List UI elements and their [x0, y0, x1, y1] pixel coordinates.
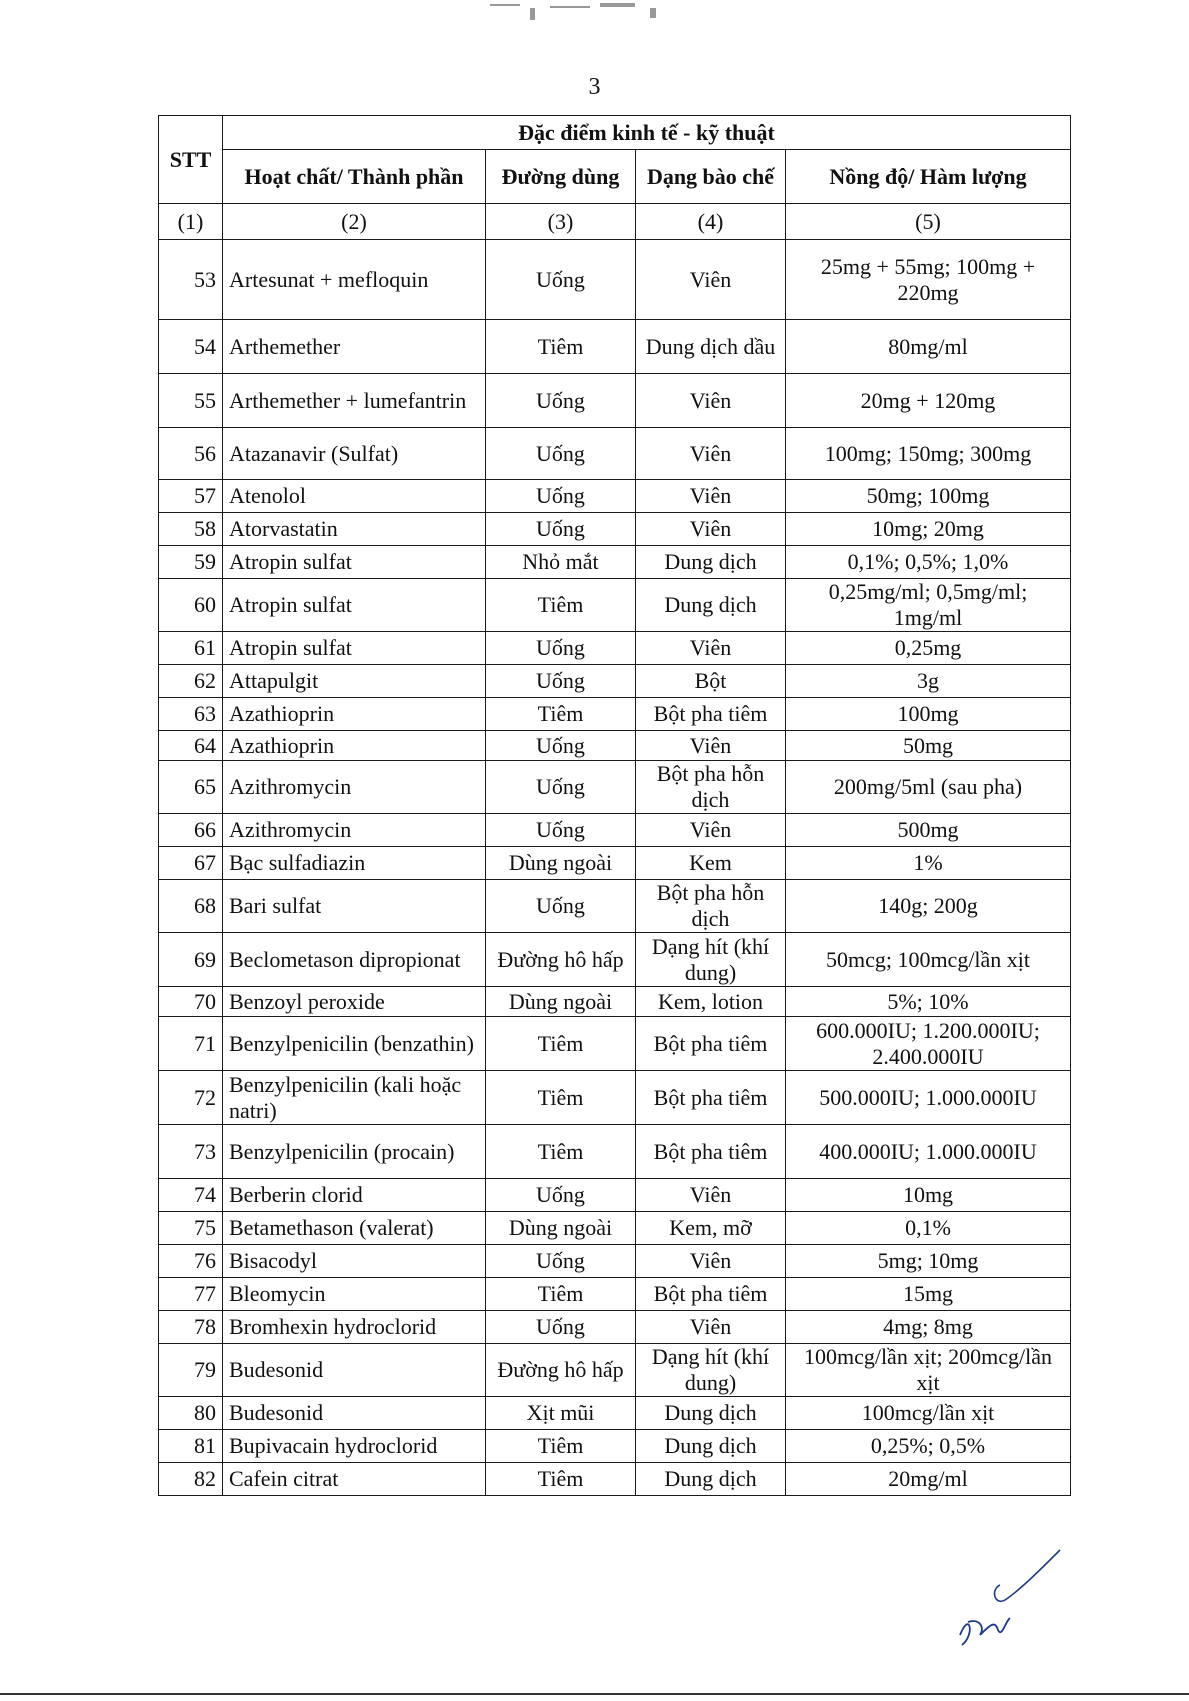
row-number-cell: 74: [159, 1179, 223, 1212]
table-row: [159, 1311, 1071, 1344]
row-number-cell: 80: [159, 1397, 223, 1430]
strength-cell: 10mg; 20mg: [786, 513, 1071, 546]
table-row: [159, 428, 1071, 480]
drug-list-table: [158, 115, 1071, 1496]
row-number-cell: 58: [159, 513, 223, 546]
active-ingredient-cell: Bleomycin: [223, 1278, 486, 1311]
strength-cell: 20mg/ml: [786, 1463, 1071, 1496]
row-number-cell: 72: [159, 1071, 223, 1125]
dosage-form-cell: Dung dịch: [636, 1463, 786, 1496]
active-ingredient-cell: Betamethason (valerat): [223, 1212, 486, 1245]
row-number-cell: 65: [159, 761, 223, 814]
row-number-cell: 71: [159, 1017, 223, 1071]
active-ingredient-cell: Atenolol: [223, 480, 486, 513]
table-row: [159, 1071, 1071, 1125]
row-number-cell: 79: [159, 1344, 223, 1397]
strength-cell: 0,25mg: [786, 632, 1071, 665]
strength-cell: 5mg; 10mg: [786, 1245, 1071, 1278]
strength-cell: 80mg/ml: [786, 320, 1071, 374]
row-number-cell: 82: [159, 1463, 223, 1496]
table-row: [159, 1179, 1071, 1212]
table-row: [159, 632, 1071, 665]
active-ingredient-cell: Azithromycin: [223, 761, 486, 814]
route-cell: Đường hô hấp: [486, 933, 636, 987]
route-cell: Đường hô hấp: [486, 1344, 636, 1397]
active-ingredient-cell: Bạc sulfadiazin: [223, 847, 486, 880]
column-number: (5): [786, 204, 1071, 240]
route-cell: Tiêm: [486, 1071, 636, 1125]
table-row: [159, 880, 1071, 933]
active-ingredient-cell: Azithromycin: [223, 814, 486, 847]
row-number-cell: 60: [159, 579, 223, 632]
row-number-cell: 54: [159, 320, 223, 374]
active-ingredient-cell: Arthemether + lumefantrin: [223, 374, 486, 428]
dosage-form-cell: Bột pha tiêm: [636, 698, 786, 731]
table-row: [159, 546, 1071, 579]
strength-cell: 3g: [786, 665, 1071, 698]
route-cell: Uống: [486, 880, 636, 933]
route-cell: Xịt mũi: [486, 1397, 636, 1430]
table-row: [159, 240, 1071, 320]
row-number-cell: 75: [159, 1212, 223, 1245]
active-ingredient-cell: Atropin sulfat: [223, 632, 486, 665]
row-number-cell: 57: [159, 480, 223, 513]
dosage-form-cell: Viên: [636, 1179, 786, 1212]
strength-cell: 25mg + 55mg; 100mg + 220mg: [786, 240, 1071, 320]
row-number-cell: 59: [159, 546, 223, 579]
active-ingredient-cell: Bupivacain hydroclorid: [223, 1430, 486, 1463]
active-ingredient-cell: Arthemether: [223, 320, 486, 374]
header-dosage-form: Dạng bào chế: [636, 150, 786, 204]
active-ingredient-cell: Azathioprin: [223, 731, 486, 761]
row-number-cell: 77: [159, 1278, 223, 1311]
route-cell: Uống: [486, 1311, 636, 1344]
dosage-form-cell: Viên: [636, 374, 786, 428]
table-row: [159, 987, 1071, 1017]
active-ingredient-cell: Atropin sulfat: [223, 579, 486, 632]
strength-cell: 200mg/5ml (sau pha): [786, 761, 1071, 814]
active-ingredient-cell: Attapulgit: [223, 665, 486, 698]
dosage-form-cell: Dung dịch: [636, 1397, 786, 1430]
active-ingredient-cell: Benzoyl peroxide: [223, 987, 486, 1017]
table-row: [159, 1397, 1071, 1430]
dosage-form-cell: Dung dịch: [636, 546, 786, 579]
route-cell: Tiêm: [486, 698, 636, 731]
active-ingredient-cell: Benzylpenicilin (kali hoặc natri): [223, 1071, 486, 1125]
row-number-cell: 73: [159, 1125, 223, 1179]
route-cell: Tiêm: [486, 1430, 636, 1463]
active-ingredient-cell: Atorvastatin: [223, 513, 486, 546]
strength-cell: 4mg; 8mg: [786, 1311, 1071, 1344]
column-number: (4): [636, 204, 786, 240]
strength-cell: 1%: [786, 847, 1071, 880]
table-row: [159, 1125, 1071, 1179]
active-ingredient-cell: Budesonid: [223, 1397, 486, 1430]
dosage-form-cell: Viên: [636, 240, 786, 320]
header-active-ingredient: Hoạt chất/ Thành phần: [223, 150, 486, 204]
group-header: Đặc điểm kinh tế - kỹ thuật: [223, 116, 1071, 150]
row-number-cell: 53: [159, 240, 223, 320]
row-number-cell: 56: [159, 428, 223, 480]
active-ingredient-cell: Beclometason dipropionat: [223, 933, 486, 987]
route-cell: Tiêm: [486, 1463, 636, 1496]
dosage-form-cell: Kem, lotion: [636, 987, 786, 1017]
active-ingredient-cell: Bisacodyl: [223, 1245, 486, 1278]
page-number: 3: [588, 74, 601, 100]
dosage-form-cell: Bột pha tiêm: [636, 1125, 786, 1179]
strength-cell: 100mg; 150mg; 300mg: [786, 428, 1071, 480]
table-row: [159, 374, 1071, 428]
active-ingredient-cell: Azathioprin: [223, 698, 486, 731]
active-ingredient-cell: Bromhexin hydroclorid: [223, 1311, 486, 1344]
table-row: [159, 731, 1071, 761]
route-cell: Uống: [486, 632, 636, 665]
route-cell: Uống: [486, 480, 636, 513]
route-cell: Uống: [486, 428, 636, 480]
route-cell: Uống: [486, 761, 636, 814]
strength-cell: 0,1%: [786, 1212, 1071, 1245]
table-row: [159, 320, 1071, 374]
dosage-form-cell: Viên: [636, 513, 786, 546]
strength-cell: 10mg: [786, 1179, 1071, 1212]
dosage-form-cell: Bột pha tiêm: [636, 1071, 786, 1125]
strength-cell: 20mg + 120mg: [786, 374, 1071, 428]
strength-cell: 50mg; 100mg: [786, 480, 1071, 513]
strength-cell: 0,1%; 0,5%; 1,0%: [786, 546, 1071, 579]
dosage-form-cell: Viên: [636, 1245, 786, 1278]
route-cell: Tiêm: [486, 1017, 636, 1071]
active-ingredient-cell: Atropin sulfat: [223, 546, 486, 579]
dosage-form-cell: Bột pha tiêm: [636, 1278, 786, 1311]
table-row: [159, 847, 1071, 880]
strength-cell: 100mg: [786, 698, 1071, 731]
row-number-cell: 66: [159, 814, 223, 847]
dosage-form-cell: Viên: [636, 428, 786, 480]
route-cell: Tiêm: [486, 1125, 636, 1179]
strength-cell: 15mg: [786, 1278, 1071, 1311]
row-number-cell: 55: [159, 374, 223, 428]
strength-cell: 600.000IU; 1.200.000IU; 2.400.000IU: [786, 1017, 1071, 1071]
table-row: [159, 1344, 1071, 1397]
header-route: Đường dùng: [486, 150, 636, 204]
table-row: [159, 480, 1071, 513]
active-ingredient-cell: Bari sulfat: [223, 880, 486, 933]
row-number-cell: 62: [159, 665, 223, 698]
dosage-form-cell: Viên: [636, 731, 786, 761]
dosage-form-cell: Bột: [636, 665, 786, 698]
strength-cell: 500mg: [786, 814, 1071, 847]
route-cell: Dùng ngoài: [486, 987, 636, 1017]
strength-cell: 100mcg/lần xịt; 200mcg/lần xịt: [786, 1344, 1071, 1397]
strength-cell: 140g; 200g: [786, 880, 1071, 933]
active-ingredient-cell: Benzylpenicilin (procain): [223, 1125, 486, 1179]
active-ingredient-cell: Cafein citrat: [223, 1463, 486, 1496]
drug-rows: [159, 240, 1071, 1496]
table-row: [159, 579, 1071, 632]
dosage-form-cell: Dạng hít (khí dung): [636, 933, 786, 987]
strength-cell: 400.000IU; 1.000.000IU: [786, 1125, 1071, 1179]
stt-header: STT: [159, 116, 223, 204]
dosage-form-cell: Kem, mỡ: [636, 1212, 786, 1245]
column-number: (2): [223, 204, 486, 240]
route-cell: Uống: [486, 731, 636, 761]
route-cell: Tiêm: [486, 579, 636, 632]
dosage-form-cell: Dung dịch dầu: [636, 320, 786, 374]
active-ingredient-cell: Berberin clorid: [223, 1179, 486, 1212]
table-row: [159, 1278, 1071, 1311]
scan-noise-mark: [470, 0, 690, 27]
dosage-form-cell: Viên: [636, 814, 786, 847]
table-row: [159, 1017, 1071, 1071]
route-cell: Uống: [486, 665, 636, 698]
route-cell: Tiêm: [486, 1278, 636, 1311]
table-row: [159, 698, 1071, 731]
active-ingredient-cell: Artesunat + mefloquin: [223, 240, 486, 320]
route-cell: Uống: [486, 814, 636, 847]
dosage-form-cell: Dạng hít (khí dung): [636, 1344, 786, 1397]
strength-cell: 100mcg/lần xịt: [786, 1397, 1071, 1430]
table-row: [159, 1245, 1071, 1278]
route-cell: Dùng ngoài: [486, 847, 636, 880]
table-row: [159, 933, 1071, 987]
column-number: (3): [486, 204, 636, 240]
route-cell: Dùng ngoài: [486, 1212, 636, 1245]
active-ingredient-cell: Atazanavir (Sulfat): [223, 428, 486, 480]
dosage-form-cell: Viên: [636, 480, 786, 513]
strength-cell: 50mcg; 100mcg/lần xịt: [786, 933, 1071, 987]
row-number-cell: 76: [159, 1245, 223, 1278]
row-number-cell: 68: [159, 880, 223, 933]
dosage-form-cell: Viên: [636, 632, 786, 665]
strength-cell: 5%; 10%: [786, 987, 1071, 1017]
row-number-cell: 61: [159, 632, 223, 665]
row-number-cell: 64: [159, 731, 223, 761]
row-number-cell: 69: [159, 933, 223, 987]
strength-cell: 50mg: [786, 731, 1071, 761]
table-row: [159, 665, 1071, 698]
dosage-form-cell: Bột pha hỗn dịch: [636, 761, 786, 814]
dosage-form-cell: Dung dịch: [636, 1430, 786, 1463]
route-cell: Nhỏ mắt: [486, 546, 636, 579]
table-row: [159, 513, 1071, 546]
column-number: (1): [159, 204, 223, 240]
strength-cell: 0,25mg/ml; 0,5mg/ml; 1mg/ml: [786, 579, 1071, 632]
table-row: [159, 1430, 1071, 1463]
active-ingredient-cell: Benzylpenicilin (benzathin): [223, 1017, 486, 1071]
row-number-cell: 63: [159, 698, 223, 731]
route-cell: Uống: [486, 513, 636, 546]
table-row: [159, 814, 1071, 847]
handwritten-signature: [950, 1540, 1150, 1655]
route-cell: Uống: [486, 1245, 636, 1278]
row-number-cell: 70: [159, 987, 223, 1017]
table-row: [159, 1212, 1071, 1245]
row-number-cell: 78: [159, 1311, 223, 1344]
route-cell: Uống: [486, 1179, 636, 1212]
active-ingredient-cell: Budesonid: [223, 1344, 486, 1397]
dosage-form-cell: Bột pha tiêm: [636, 1017, 786, 1071]
dosage-form-cell: Bột pha hỗn dịch: [636, 880, 786, 933]
strength-cell: 500.000IU; 1.000.000IU: [786, 1071, 1071, 1125]
table-row: [159, 1463, 1071, 1496]
dosage-form-cell: Dung dịch: [636, 579, 786, 632]
strength-cell: 0,25%; 0,5%: [786, 1430, 1071, 1463]
header-strength: Nồng độ/ Hàm lượng: [786, 150, 1071, 204]
scan-bottom-edge: [0, 1693, 1189, 1695]
dosage-form-cell: Viên: [636, 1311, 786, 1344]
dosage-form-cell: Kem: [636, 847, 786, 880]
route-cell: Tiêm: [486, 320, 636, 374]
row-number-cell: 67: [159, 847, 223, 880]
route-cell: Uống: [486, 240, 636, 320]
route-cell: Uống: [486, 374, 636, 428]
row-number-cell: 81: [159, 1430, 223, 1463]
table-row: [159, 761, 1071, 814]
